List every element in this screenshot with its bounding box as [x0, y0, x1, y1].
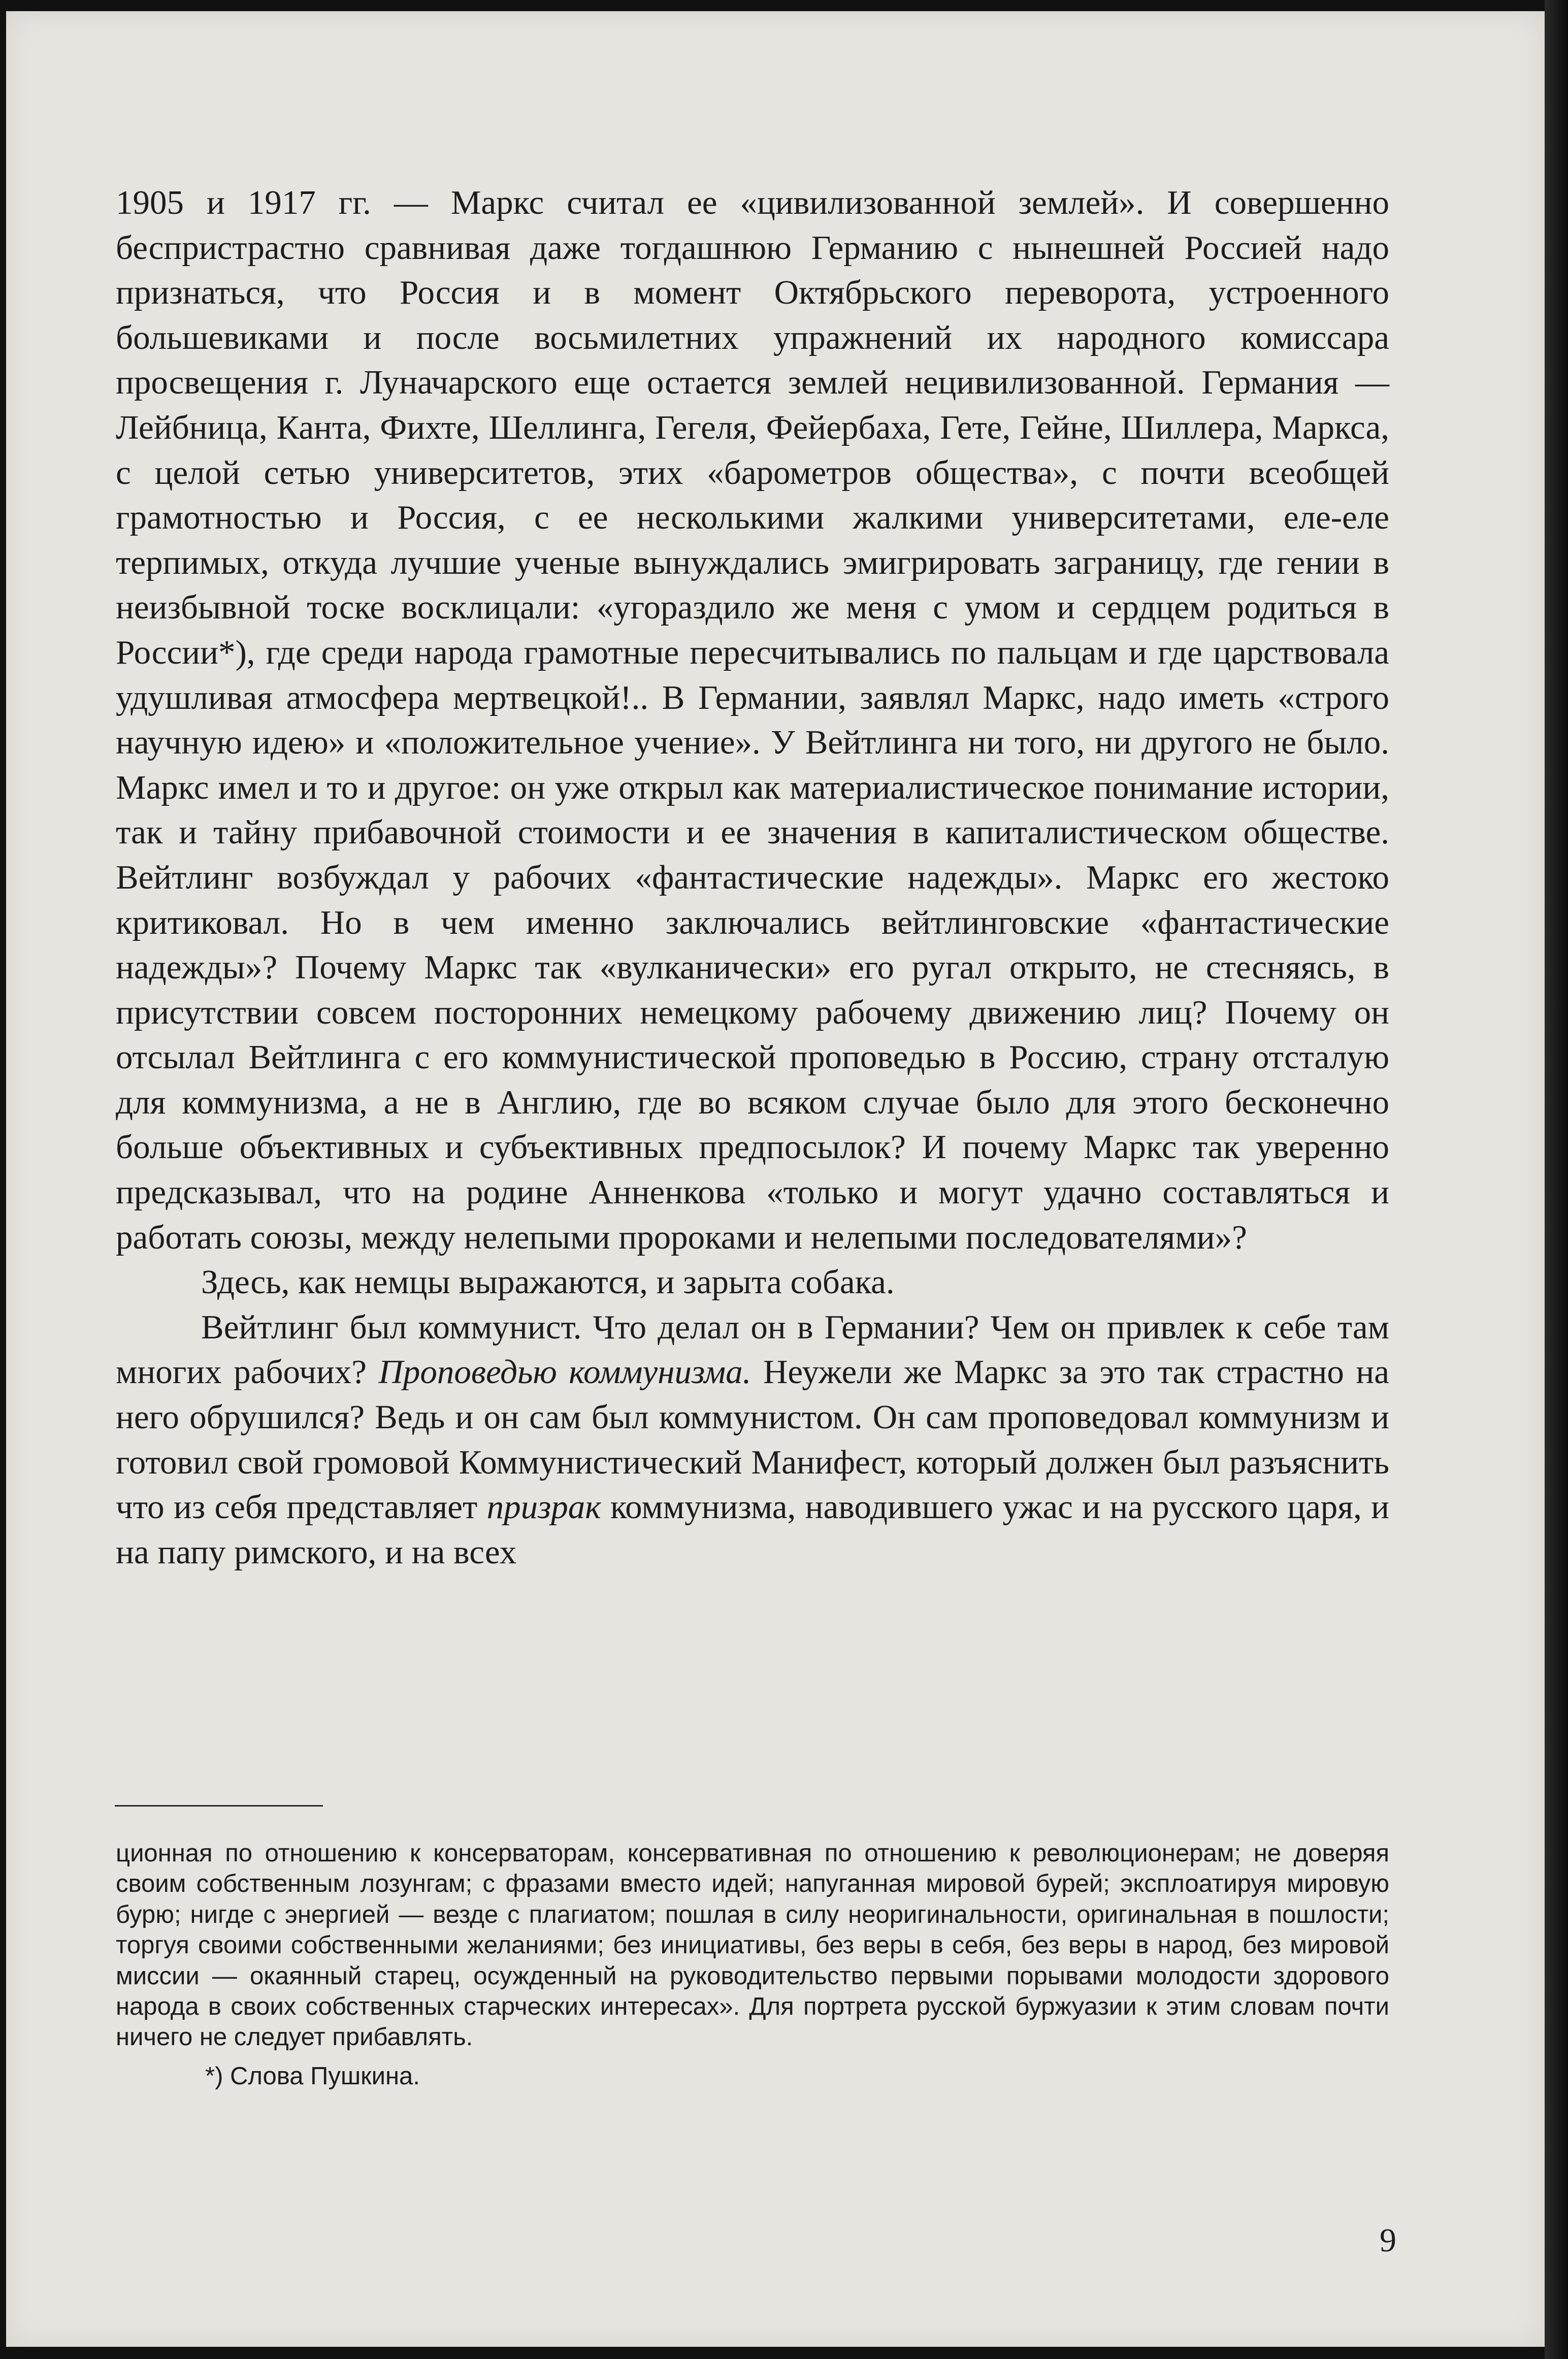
main-text [116, 180, 1389, 1575]
paragraph-2: Здесь, как немцы выражаются, и зарыта собака. [201, 1263, 895, 1301]
footnote-continuation: ционная по отношению к консерваторам, консервативная по отношению к революционерам; не доверяя своим собственным лозунгам; с фразами вместо идей; напуганная мировой бурей; эксплоатируя мировую бурю; нигде с энергией — везде с плагиатом; пошлая в силу неоригинальности, оригинальная в пошлости; торгуя своими собственными желаниями; без инициативы, без веры в себя, без веры в народ, без мировой миссии — окаянный старец, осужденный на руководительство первыми порывами молодости здорового народа в своих собственных старческих интересах». Для портрета русской буржуазии к этим словам почти ничего не следует прибавлять. [116, 1840, 1389, 2051]
paragraph-3-emphasis-1: Проповедью коммунизма. [378, 1353, 752, 1391]
paragraph-3-text-a: Вейтлинг был коммунист. Что делал он в Германии? Чем он привлек к себе там многих рабочих? [116, 1308, 1389, 1391]
paragraph-3 [116, 1305, 1389, 1575]
page-edge-shadow [1545, 0, 1568, 2359]
paragraph-3-text-c: коммунизма, наводившего ужас и на русского царя, и на папу римского, и на всех [116, 1488, 1389, 1571]
paragraph-3-emphasis-2: призрак [486, 1488, 601, 1526]
footnotes [116, 1838, 1389, 2091]
footnote-star: *) Слова Пушкина. [205, 2062, 420, 2090]
footnote-separator [115, 1805, 323, 1807]
page-number: 9 [1380, 2222, 1396, 2259]
paragraph-3-text-b: Неужели же Маркс за это так страстно на него обрушился? Ведь и он сам был коммунистом. Он сам проповедовал коммунизм и готовил свой громовой Коммунистический Манифест, который должен был разъяснить что из себя представляет [116, 1353, 1389, 1526]
paragraph-1: 1905 и 1917 гг. — Маркс считал ее «цивилизованной землей». И совершенно беспристрастно сравнивая даже тогдашнюю Германию с нынешней Россией надо признаться, что Россия и в момент Октябрьского переворота, устроенного большевиками и после восьмилетних упражнений их народного комиссара просвещения г. Луначарского еще остается землей нецивилизованной. Германия — Лейбница, Канта, Фихте, Шеллинга, Гегеля, Фейербаха, Гете, Гейне, Шиллера, Маркса, с целой сетью университетов, этих «барометров общества», с почти всеобщей грамотностью и Россия, с ее несколькими жалкими университетами, еле-еле терпимых, откуда лучшие ученые вынуждались эмигрировать заграницу, где гении в неизбывной тоске восклицали: «угораздило же меня с умом и сердцем родиться в России*), где среди народа грамотные пересчитывались по пальцам и где царствовала удушливая атмосфера мертвецкой!.. В Германии, заявлял Маркс, надо иметь «строго научную идею» и «положительное учение». У Вейтлинга ни того, ни другого не было. Маркс имел и то и другое: он уже открыл как материалистическое понимание истории, так и тайну прибавочной стоимости и ее значения в капиталистическом обществе. Вейтлинг возбуждал у рабочих «фантастические надежды». Маркс его жестоко критиковал. Но в чем именно заключались вейтлинговские «фантастические надежды»? Почему Маркс так «вулканически» его ругал открыто, не стесняясь, в присутствии совсем посторонних немецкому рабочему движению лиц? Почему он отсылал Вейтлинга с его коммунистической проповедью в Россию, страну отсталую для коммунизма, а не в Англию, где во всяком случае было для этого бесконечно больше объективных и субъективных предпосылок? И почему Маркс так уверенно предсказывал, что на родине Анненкова «только и могут удачно составляться и работать союзы, между нелепыми пророками и нелепыми последователями»? [116, 184, 1389, 1256]
